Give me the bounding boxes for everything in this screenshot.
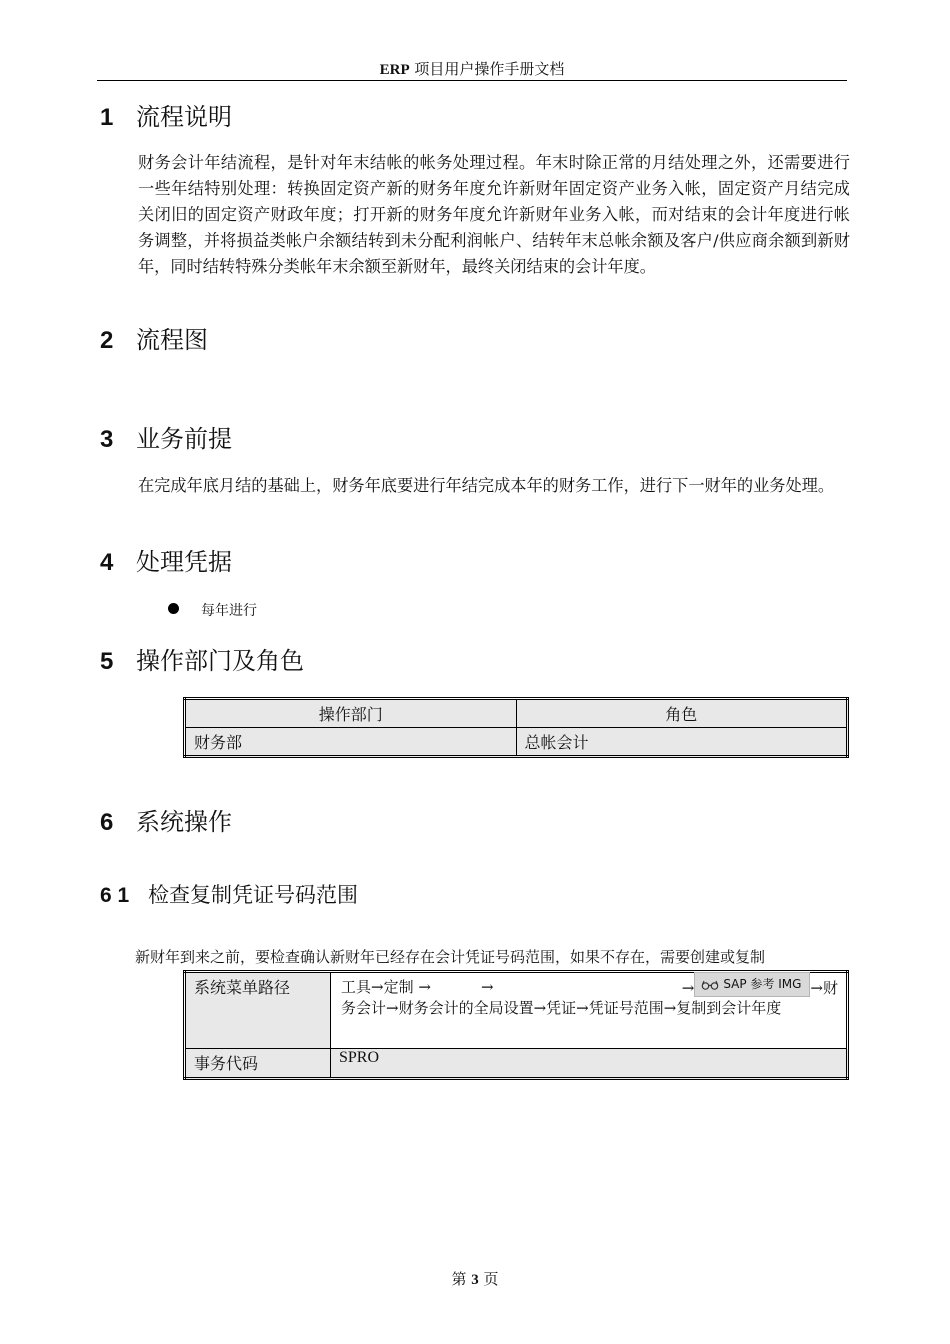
section-4-heading — [100, 547, 232, 578]
section-title: 操作部门及角色 — [136, 647, 304, 675]
page-number: 3 — [471, 1272, 479, 1288]
footer-prefix: 第 — [451, 1270, 472, 1288]
section-3-heading — [100, 424, 232, 455]
tcode-label: 事务代码 — [185, 1049, 331, 1079]
section-number: 3 — [100, 426, 114, 453]
header-title-latin: ERP — [379, 62, 410, 78]
path-end — [682, 977, 838, 1002]
section-number: 6 — [100, 809, 114, 836]
table-row — [185, 728, 848, 757]
table-header-cell: 操作部门 — [185, 699, 517, 728]
header-rule — [97, 80, 847, 81]
bullet-item — [168, 600, 257, 620]
path-arrow: → — [481, 978, 494, 996]
section-title: 流程图 — [136, 326, 208, 354]
sap-button-label: SAP 参考 IMG — [723, 977, 802, 991]
bullet-text: 每年进行 — [201, 603, 257, 619]
glasses-icon — [701, 979, 719, 991]
table-header-cell: 角色 — [516, 699, 848, 728]
menu-path-value — [331, 972, 848, 1049]
section-number: 2 — [100, 327, 114, 354]
section-number: 1 — [100, 104, 114, 131]
paragraph-text: 在完成年底月结的基础上，财务年底要进行年结完成本年的财务工作，进行下一财年的业务处理。 — [138, 476, 835, 495]
section-title: 处理凭据 — [136, 548, 232, 576]
table-header-row — [185, 699, 848, 728]
bullet-icon — [168, 603, 179, 614]
section-2-heading — [100, 325, 208, 356]
menu-path-table — [183, 970, 849, 1080]
header-title: 项目用户操作手册文档 — [409, 60, 565, 78]
section-1-heading — [100, 102, 232, 133]
paragraph-text: 财务会计年结流程，是针对年末结帐的帐务处理过程。年末时除正常的月结处理之外，还需要进行一些年结特别处理：转换固定资产新的财务年度允许新财年固定资产业务入帐，固定资产月结完成关闭旧的固定资产财政年度；打开新的财务年度允许新财年业务入帐，而对结束的会计年度进行帐务调整，并将损益类帐户余额结转到未分配利润帐户、结转年末总帐余额及客户/供应商余额到新财年，同时结转特殊分类帐年末余额至新财年，最终关闭结束的会计年度。 — [138, 153, 850, 276]
page-footer — [0, 1268, 950, 1289]
section-5-heading — [100, 646, 304, 677]
footer-suffix: 页 — [478, 1270, 499, 1288]
table-cell: 总帐会计 — [516, 728, 848, 757]
section-number: 5 — [100, 648, 114, 675]
tcode-value: SPRO — [331, 1049, 848, 1079]
table-row — [185, 1049, 848, 1079]
page-header — [97, 58, 847, 79]
subsection-heading — [100, 882, 358, 909]
table-cell: 财务部 — [185, 728, 517, 757]
subsection-intro: 新财年到来之前，要检查确认新财年已经存在会计凭证号码范围，如果不存在，需要创建或复制 — [135, 948, 766, 966]
section-1-paragraph — [100, 150, 850, 280]
table-row — [185, 972, 848, 1049]
section-6-heading — [100, 807, 232, 838]
menu-path-continuation: 务会计→财务会计的全局设置→凭证→凭证号范围→复制到会计年度 — [341, 999, 782, 1017]
section-title: 流程说明 — [136, 103, 232, 131]
section-title: 业务前提 — [136, 425, 232, 453]
sap-reference-img-button[interactable] — [694, 972, 810, 997]
roles-table — [183, 697, 849, 758]
subsection-number: 6 1 — [100, 884, 130, 907]
menu-path-line — [341, 977, 838, 998]
path-start: 工具→定制 → — [341, 978, 431, 996]
section-title: 系统操作 — [136, 808, 232, 836]
path-after-button: →财 — [810, 979, 838, 997]
section-number: 4 — [100, 549, 114, 576]
menu-path-label: 系统菜单路径 — [185, 972, 331, 1049]
path-arrow: → — [681, 979, 695, 997]
subsection-title: 检查复制凭证号码范围 — [148, 883, 358, 907]
section-3-paragraph — [100, 473, 850, 499]
